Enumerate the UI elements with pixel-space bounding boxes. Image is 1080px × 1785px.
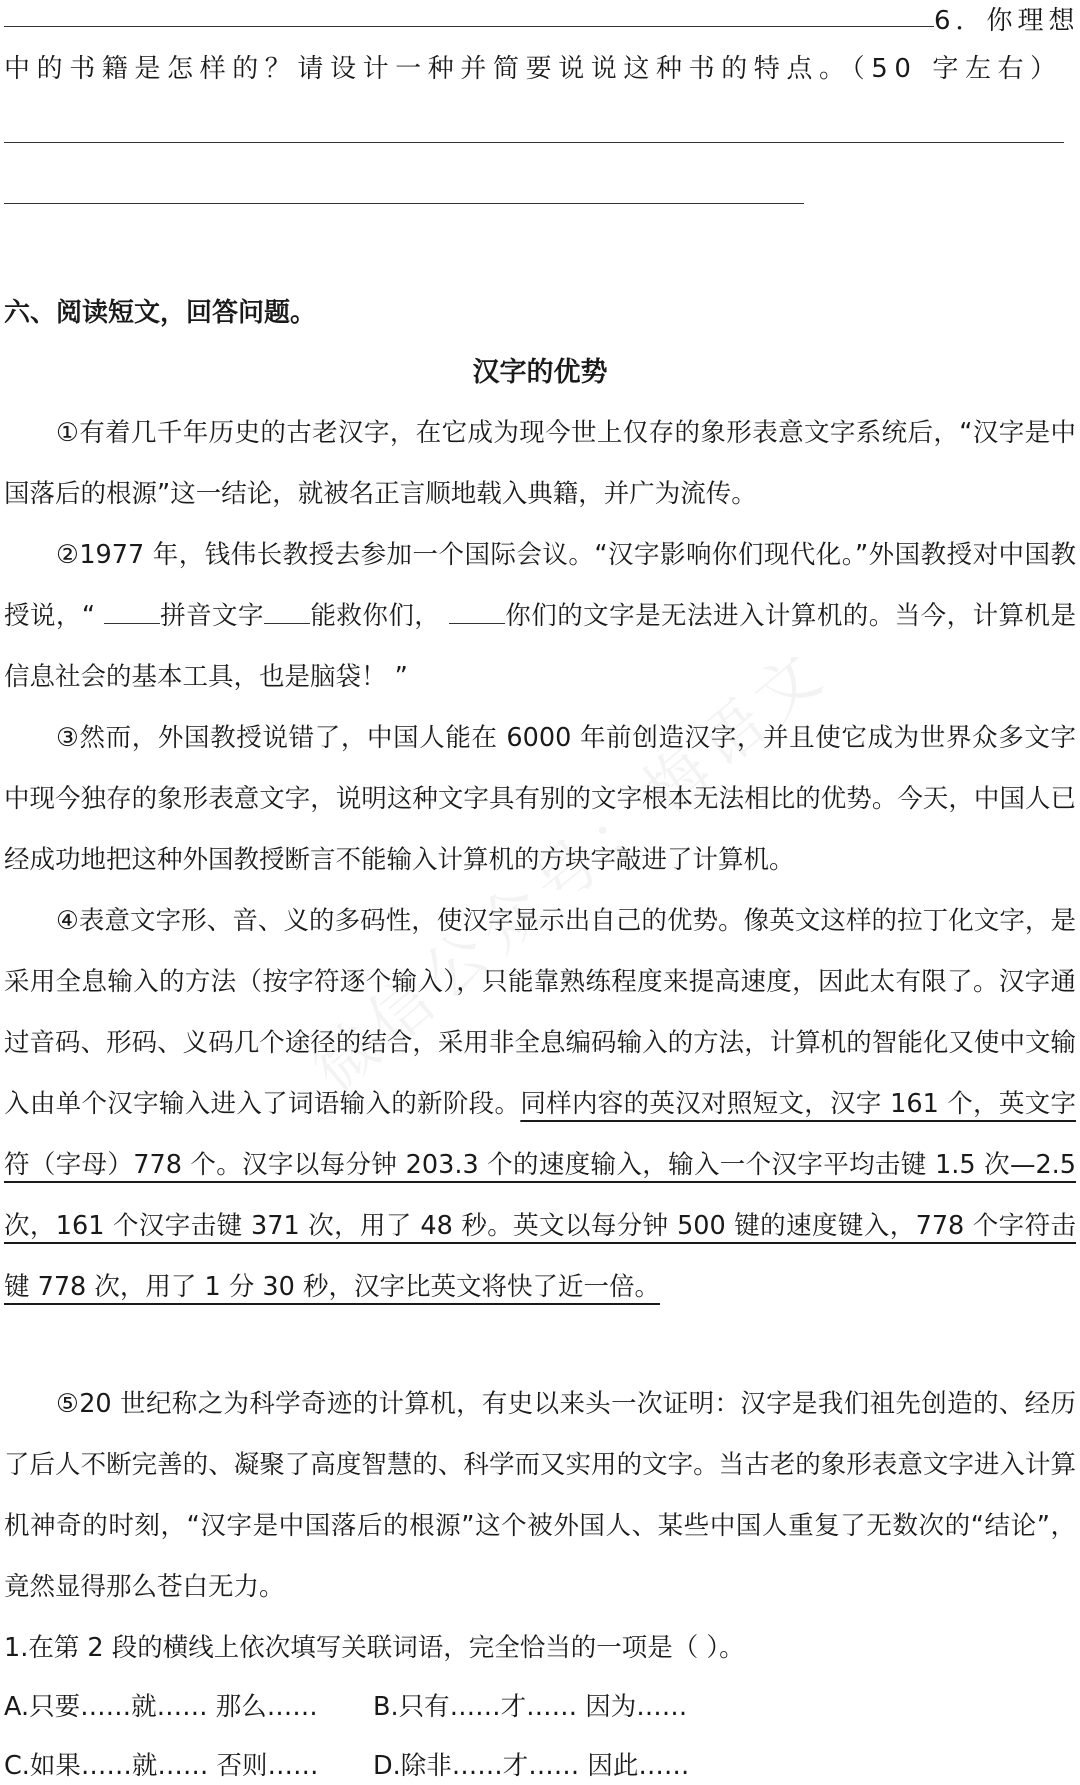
paragraph-2-part-4: 你们的文字是无法进入计算机的。当今，计算机是信息社会的基本工具，也是脑袋！ ” [4, 601, 1076, 692]
paragraph-4-text: ④表意文字形、音、义的多码性，使汉字显示出自己的优势。像英文这样的拉丁化文字，是采用全息输入的方法（按字符逐个输入），只能靠熟练程度来提高速度，因此太有限了。汉字通过音码、形码、义码几个途径的结合，采用非全息编码输入的方法，计算机的智能化又使中文输入由单个汉字输入进入了词语输入的新阶段。 [4, 906, 1076, 1119]
paragraph-4 [4, 891, 1076, 1318]
article-title: 汉字的优势 [472, 357, 608, 388]
answer-line-1 [4, 142, 1064, 143]
option-b: B.只有……才…… 因为…… [373, 1692, 688, 1722]
question-6-text: 中的书籍是怎样的？请设计一种并简要说说这种书的特点。（50 字左右） [4, 54, 1063, 84]
blank-3 [449, 601, 505, 624]
answer-line-top [4, 26, 934, 27]
paragraph-5: ⑤20 世纪称之为科学奇迹的计算机，有史以来头一次证明：汉字是我们祖先创造的、经历了后人不断完善的、凝聚了高度智慧的、科学而又实用的文字。当古老的象形表意文字进入计算机神奇的时刻，“汉字是中国落后的根源”这个被外国人、某些中国人重复了无数次的“结论”，竟然显得那么苍白无力。 [4, 1389, 1076, 1602]
question-6-prefix: 6．你理想 [934, 6, 1080, 36]
paragraph-2 [4, 525, 1076, 708]
paragraph-2-part-3: 能救你们， [309, 601, 449, 631]
paragraph-1: ①有着几千年历史的古老汉字，在它成为现今世上仅存的象形表意文字系统后，“汉字是中国落后的根源”这一结论，就被名正言顺地载入典籍，并广为流传。 [4, 418, 1076, 509]
blank-2 [264, 601, 310, 624]
paragraph-2-part-1: ②1977 年，钱伟长教授去参加一个国际会议。“汉字影响你们现代化。”外国教授对中国教授说，“ [4, 540, 1076, 631]
paragraph-3: ③然而，外国教授说错了，中国人能在 6000 年前创造汉字，并且使它成为世界众多文字中现今独存的象形表意文字，说明这种文字具有别的文字根本无法相比的优势。今天，中国人已经成功地把这种外国教授断言不能输入计算机的方块字敲进了计算机。 [4, 723, 1076, 875]
paragraph-2-part-2: 拼音文字 [159, 601, 264, 631]
blank-1 [104, 601, 160, 624]
option-c: C.如果……就…… 否则…… [4, 1751, 319, 1781]
paragraph-4-underlined: 同样内容的英汉对照短文，汉字 161 个，英文字符（字母）778 个。汉字以每分钟 203.3 个的速度输入，输入一个汉字平均击键 1.5 次—2.5 次，161 个汉字击键 371 次，用了 48 秒。英文以每分钟 500 键的速度键入，778 个字符击键 778 次，用了 1 分 30 秒，汉字比英文将快了近一倍。 [4, 1089, 1076, 1302]
section-heading: 六、阅读短文，回答问题。 [4, 298, 317, 328]
answer-line-2 [4, 203, 804, 204]
question-1-stem: 1.在第 2 段的横线上依次填写关联词语，完全恰当的一项是（ ）。 [4, 1633, 745, 1663]
option-a: A.只要……就…… 那么…… [4, 1692, 318, 1722]
option-d: D.除非……才…… 因此…… [373, 1751, 690, 1781]
